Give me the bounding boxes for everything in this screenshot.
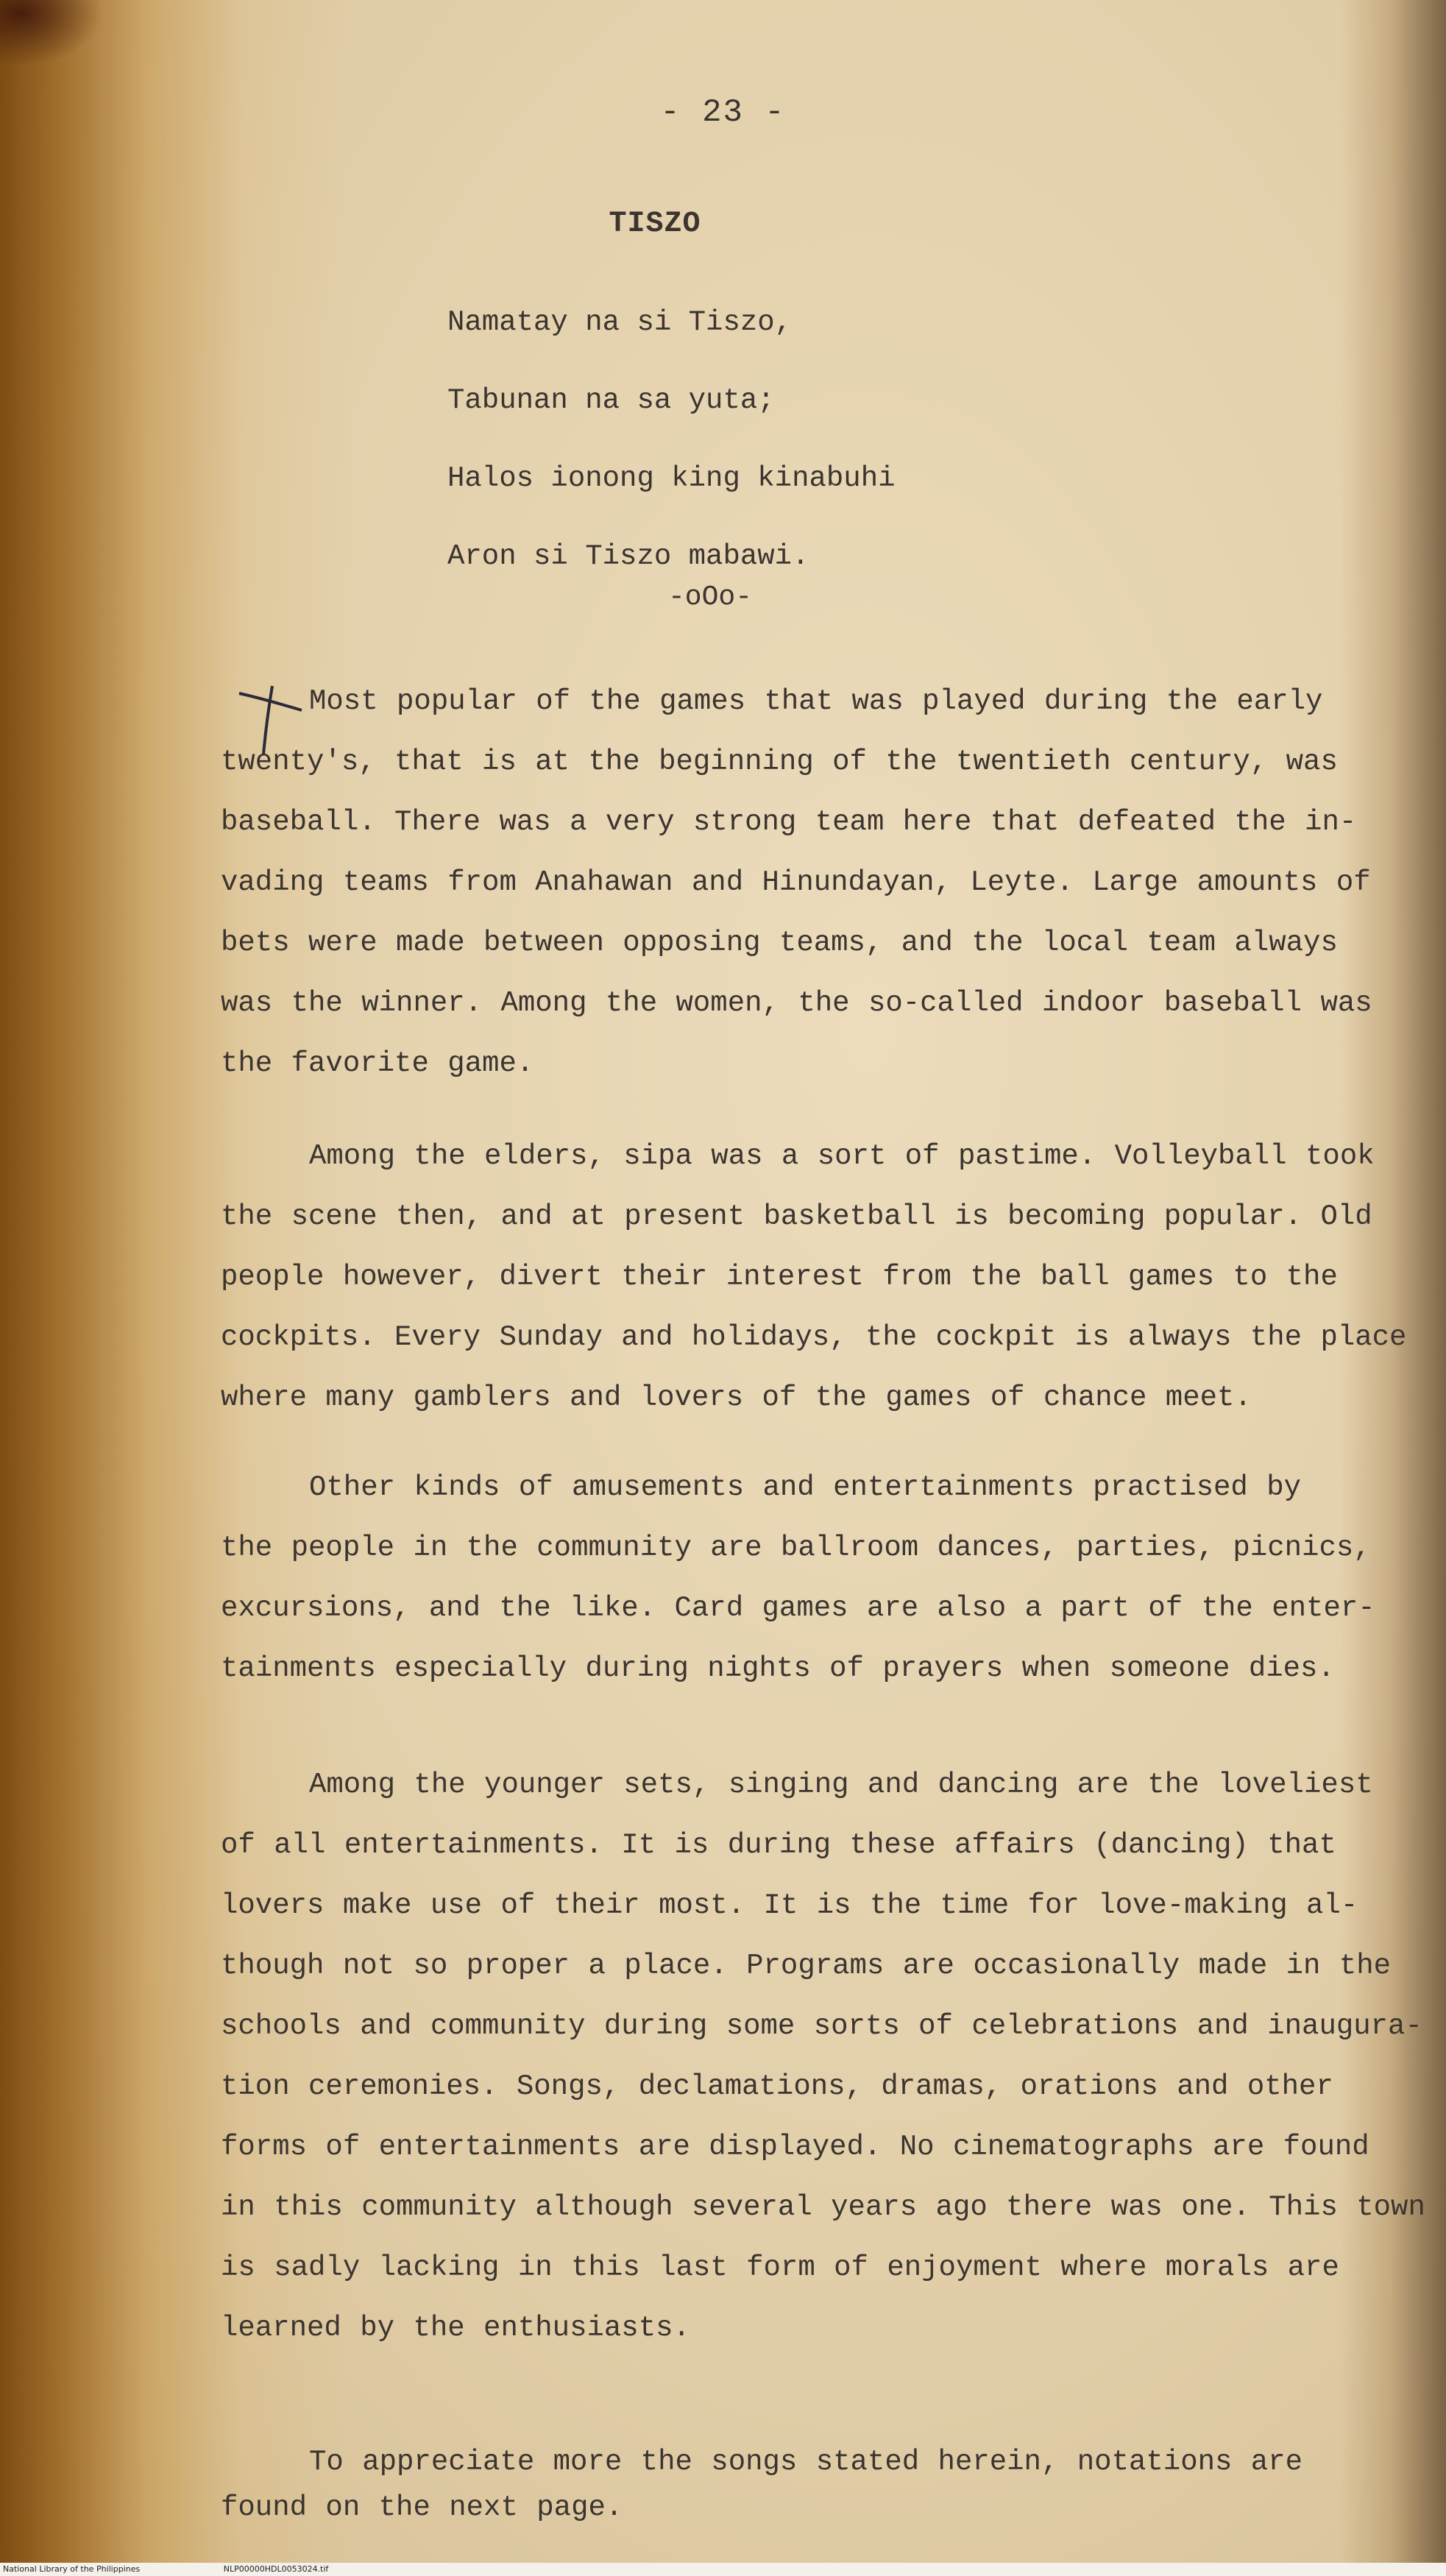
text-line: excursions, and the like. Card games are also a part of the enter-	[221, 1592, 1375, 1624]
text-line: baseball. There was a very strong team here that defeated the in-	[221, 806, 1357, 838]
text-line: the scene then, and at present basketball is becoming popular. Old	[221, 1200, 1372, 1233]
verse-line: Aron si Tiszo mabawi.	[447, 540, 809, 573]
text-line: Most popular of the games that was played during the early	[309, 685, 1323, 718]
text-line: though not so proper a place. Programs are occasionally made in the	[221, 1950, 1392, 1982]
paragraph-younger-sets	[221, 1755, 1425, 2358]
text-line: was the winner. Among the women, the so-called indoor baseball was	[221, 987, 1372, 1019]
paragraph-games	[221, 671, 1372, 1094]
text-line: of all entertainments. It is during these affairs (dancing) that	[221, 1829, 1336, 1861]
text-line: in this community although several years ago there was one. This town	[221, 2191, 1425, 2223]
text-line: is sadly lacking in this last form of enjoyment where morals are	[221, 2251, 1339, 2284]
text-line: forms of entertainments are displayed. No cinematographs are found	[221, 2131, 1369, 2163]
paragraph-amusements	[221, 1457, 1375, 1699]
paragraph-closing	[221, 2439, 1354, 2530]
text-line: Among the elders, sipa was a sort of pastime. Volleyball took	[309, 1140, 1375, 1172]
text-line: found on the next page.	[221, 2491, 623, 2524]
text-line: Among the younger sets, singing and dancing are the loveliest	[309, 1769, 1373, 1801]
text-line: schools and community during some sorts of celebrations and inaugura-	[221, 2010, 1422, 2042]
text-line: Other kinds of amusements and entertainments practised by	[309, 1471, 1302, 1504]
text-line: cockpits. Every Sunday and holidays, the cockpit is always the place	[221, 1321, 1407, 1354]
text-line: twenty's, that is at the beginning of the twentieth century, was	[221, 746, 1338, 778]
footer-filename: NLP00000HDL0053024.tif	[223, 2564, 329, 2574]
scan-footer	[0, 2563, 1446, 2576]
text-line: lovers make use of their most. It is the time for love-making al-	[221, 1889, 1358, 1922]
footer-source: National Library of the Philippines	[3, 2564, 141, 2574]
text-line: people however, divert their interest from the ball games to the	[221, 1261, 1338, 1293]
page-number: - 23 -	[660, 94, 786, 131]
page-title: TISZO	[609, 208, 701, 241]
corner-stain	[0, 0, 103, 66]
verse-line: Halos ionong king kinabuhi	[447, 462, 896, 495]
verse-line: Namatay na si Tiszo,	[447, 306, 793, 339]
section-separator: -oOo-	[667, 581, 753, 613]
paragraph-elders	[221, 1126, 1407, 1428]
text-line: tion ceremonies. Songs, declamations, dramas, orations and other	[221, 2070, 1333, 2103]
text-line: bets were made between opposing teams, and the local team always	[221, 927, 1338, 959]
text-line: the favorite game.	[221, 1047, 534, 1080]
text-line: tainments especially during nights of prayers when someone dies.	[221, 1652, 1335, 1685]
text-line: where many gamblers and lovers of the games of chance meet.	[221, 1381, 1252, 1414]
text-line: vading teams from Anahawan and Hinundayan, Leyte. Large amounts of	[221, 866, 1371, 899]
text-line: the people in the community are ballroom dances, parties, picnics,	[221, 1532, 1371, 1564]
verse	[447, 300, 896, 612]
text-line: To appreciate more the songs stated herein, notations are	[309, 2446, 1303, 2478]
verse-line: Tabunan na sa yuta;	[447, 384, 775, 417]
text-line: learned by the enthusiasts.	[221, 2312, 690, 2344]
